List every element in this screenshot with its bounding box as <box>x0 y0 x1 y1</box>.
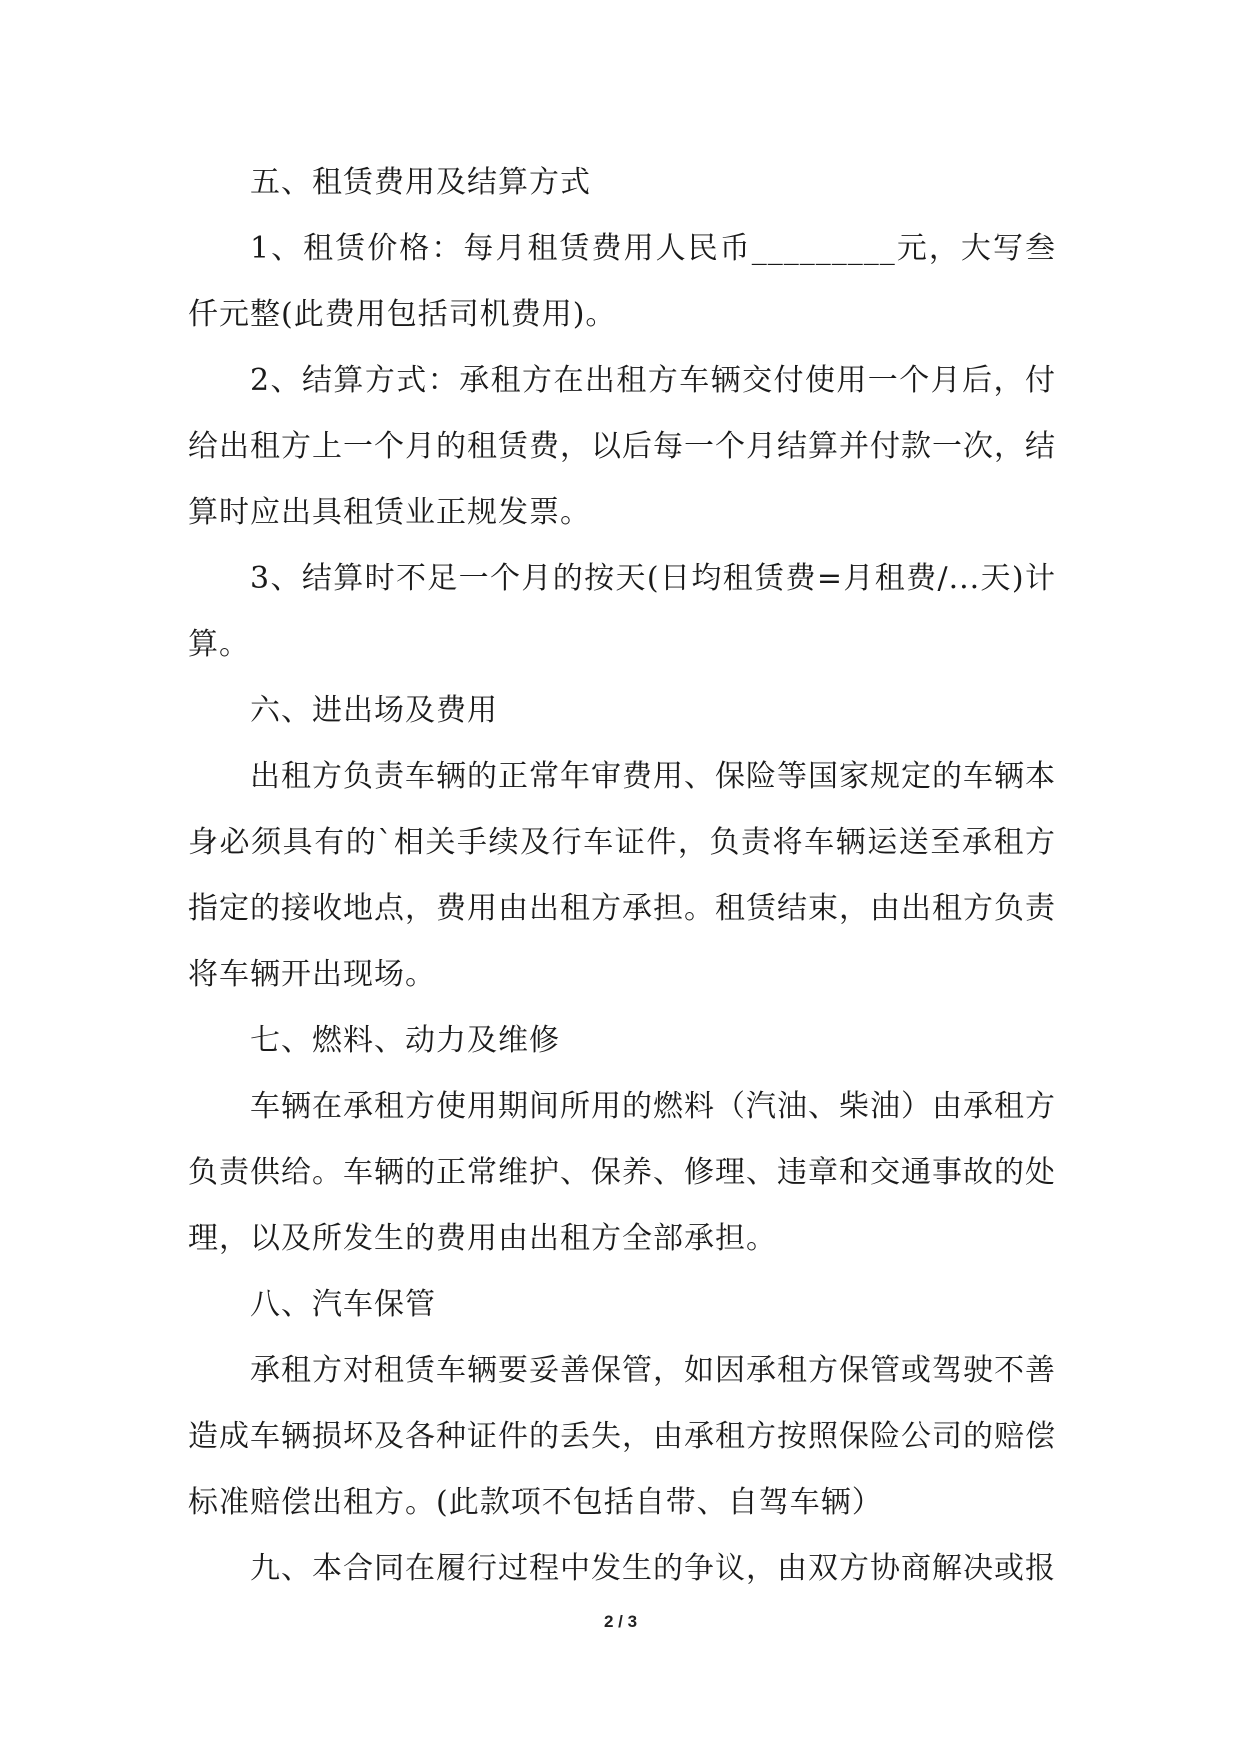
document-body <box>188 150 1056 1602</box>
section-heading-custody: 八、汽车保管 <box>250 1287 436 1322</box>
paragraph-settlement-method: 2、结算方式：承租方在出租方车辆交付使用一个月后，付给出租方上一个月的租赁费，以后每一个月结算并付款一次，结算时应出具租赁业正规发票。 <box>188 363 1056 530</box>
paragraph-daily-rate: 3、结算时不足一个月的按天(日均租赁费=月租费/...天)计算。 <box>188 561 1056 662</box>
paragraph-disputes: 九、本合同在履行过程中发生的争议，由双方协商解决或报 <box>250 1551 1056 1586</box>
section-heading-site-entry: 六、进出场及费用 <box>250 693 498 728</box>
section-heading-fuel: 七、燃料、动力及维修 <box>250 1023 560 1058</box>
page-number: 2 / 3 <box>603 1612 638 1631</box>
paragraph-fuel: 车辆在承租方使用期间所用的燃料（汽油、柴油）由承租方负责供给。车辆的正常维护、保养、修理、违章和交通事故的处理，以及所发生的费用由出租方全部承担。 <box>188 1089 1056 1256</box>
paragraph-custody: 承租方对租赁车辆要妥善保管，如因承租方保管或驾驶不善造成车辆损坏及各种证件的丢失，由承租方按照保险公司的赔偿标准赔偿出租方。(此款项不包括自带、自驾车辆） <box>188 1353 1056 1520</box>
paragraph-site-entry: 出租方负责车辆的正常年审费用、保险等国家规定的车辆本身必须具有的`相关手续及行车证件，负责将车辆运送至承租方指定的接收地点，费用由出租方承担。租赁结束，由出租方负责将车辆开出现场。 <box>188 759 1056 992</box>
paragraph-rental-price: 1、租赁价格：每月租赁费用人民币_________元，大写叁仟元整(此费用包括司机费用)。 <box>188 231 1056 332</box>
section-heading-fees: 五、租赁费用及结算方式 <box>250 165 591 200</box>
